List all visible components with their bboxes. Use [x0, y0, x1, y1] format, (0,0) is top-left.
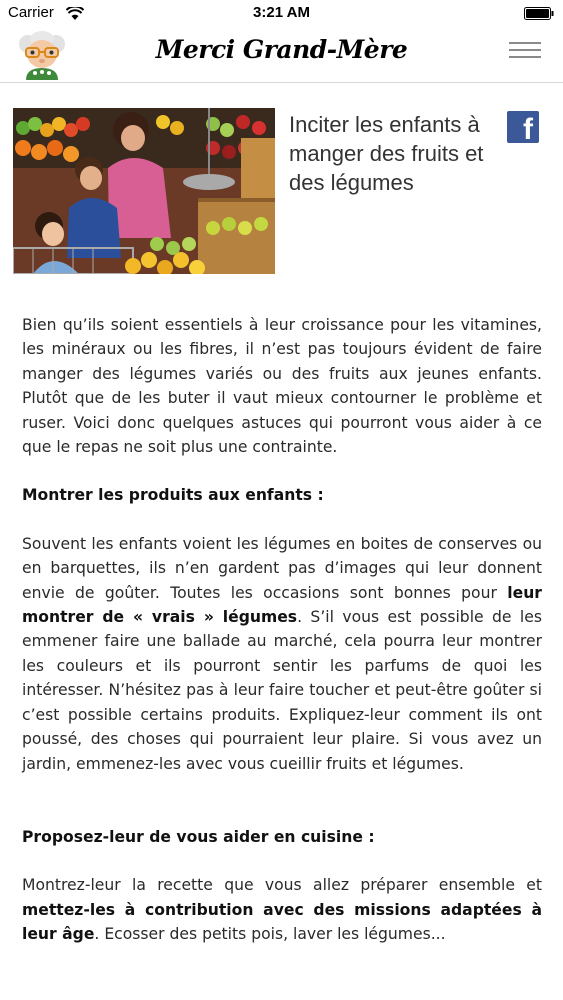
article-body	[22, 313, 542, 947]
text-span: Montrez-leur la recette que vous allez préparer ensemble et	[22, 876, 542, 895]
menu-line	[509, 49, 541, 51]
text-span: . S’il vous est possible de les emmener faire une ballade au marché, cela pourra leur montrer les couleurs et ils pourront sentir les parfums de quoi les intéresser. N’hésitez pas à leur faire toucher et peut-être goûter si c’est possible certains produits. Expliquez-leur comment ils ont poussé, des choses qui pourraient leur plaire. Si vous avez un jardin, emmenez-les avec vous cueillir fruits et légumes.	[22, 608, 542, 773]
facebook-icon[interactable]	[507, 111, 539, 146]
section-paragraph	[22, 873, 542, 946]
section-heading: Proposez-leur de vous aider en cuisine :	[22, 827, 375, 846]
hamburger-menu-icon[interactable]	[509, 40, 541, 68]
app-title: Merci Grand-Mère	[155, 35, 408, 64]
intro-paragraph: Bien qu’ils soient essentiels à leur croissance pour les vitamines, les minéraux ou les fibres, il n’est pas toujours évident de faire manger des légumes variés ou des fruits aux jeunes enfants. Plutôt que de les buter il vaut mieux contourner le problème et ruser. Voici donc quelques astuces qui pourront vous aider à ce que le repas ne soit plus une contrainte.	[22, 316, 542, 457]
text-span: Souvent les enfants voient les légumes en boites de conserves ou en barquettes, ils n’en gardent pas d’images qui leur donnent envie de goûter. Toutes les occasions sont bonnes pour	[22, 534, 542, 602]
menu-line	[509, 42, 541, 44]
article-hero-image	[13, 108, 275, 274]
text-span: . Ecosser des petits pois, laver les légumes...	[94, 925, 446, 944]
bold-text: mettez-les à contribution avec des missions adaptées à leur âge	[22, 900, 542, 944]
battery-icon	[524, 7, 554, 20]
menu-line	[509, 56, 541, 58]
section-paragraph	[22, 532, 542, 776]
bold-text: leur montrer de « vrais » légumes	[22, 583, 542, 627]
article-title: Inciter les enfants à manger des fruits et des légumes	[289, 112, 484, 195]
navigation-bar	[0, 28, 563, 83]
status-time: 3:21 AM	[253, 4, 310, 21]
section-heading: Montrer les produits aux enfants :	[22, 486, 324, 505]
facebook-letter: f	[523, 113, 533, 146]
carrier-label: Carrier	[8, 4, 54, 21]
status-bar	[0, 0, 563, 28]
